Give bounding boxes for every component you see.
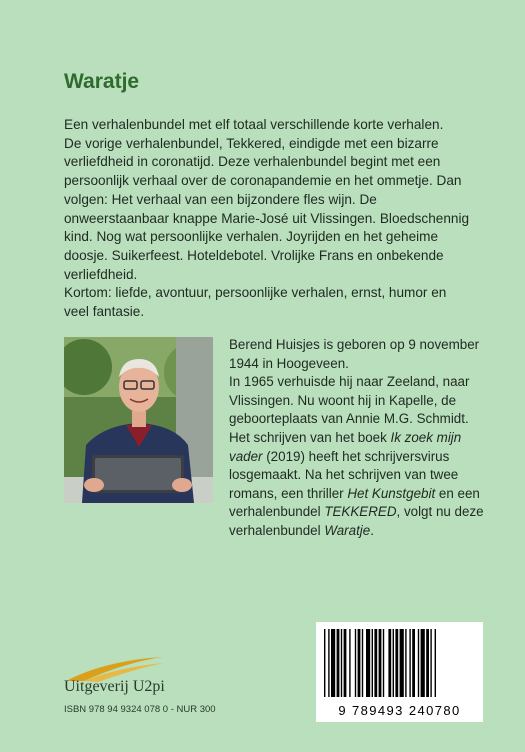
- blurb-paragraph: Kortom: liefde, avontuur, persoonlijke verhalen, ernst, humor en veel fantasie.: [64, 285, 447, 320]
- barcode-bar: [426, 629, 429, 697]
- barcode-digits: 9 789493 240780: [338, 703, 461, 718]
- barcode-bar: [393, 629, 394, 697]
- blurb-paragraph: De vorige verhalenbundel, Tekkered, eindigde met een bizarre verliefdheid in coronatijd. Deze verhalenbundel begint met een persoonlijk verhaal over de coronapandemie en het ommetje. Dan volgen: Het verhaal van een bijzondere fles wijn. De onweerstaanbaar knappe Marie-José uit Vlissingen. Bloedschennig kind. Nog wat persoonlijke verhalen. Joyrijden en het geheime doosje. Suikerfeest. Hoteldebotel. Vrolijke Frans en onbekende verliefdheid.: [64, 135, 470, 282]
- barcode-bar: [430, 629, 431, 697]
- barcode: [316, 622, 483, 722]
- barcode-bar: [412, 629, 415, 697]
- book-title-ref: Het Kunstgebit: [347, 485, 436, 501]
- author-bio-paragraph: Berend Huisjes is geboren op 9 november 1944 in Hoogeveen.: [229, 337, 480, 371]
- author-bio-paragraph: In 1965 verhuisde hij naar Zeeland, naar Vlissingen. Nu woont hij in Kapelle, de geboorteplaats van Annie M.G. Schmidt.: [229, 374, 470, 427]
- author-photo-illustration: [64, 337, 213, 503]
- barcode-bar: [358, 629, 361, 697]
- barcode-bar: [395, 629, 398, 697]
- author-bio: [229, 336, 484, 541]
- barcode-bar: [324, 629, 325, 697]
- book-title-ref: Waratje: [324, 522, 371, 538]
- barcode-bar: [355, 629, 356, 697]
- barcode-bars: [322, 629, 477, 699]
- barcode-bar: [388, 629, 391, 697]
- barcode-bar: [341, 629, 342, 697]
- blurb: [64, 116, 474, 322]
- barcode-bar: [362, 629, 363, 697]
- barcode-bar: [409, 629, 410, 697]
- publisher-name: Uitgeverij U2pi: [64, 678, 165, 695]
- barcode-bar: [379, 629, 382, 697]
- barcode-bar: [344, 629, 347, 697]
- barcode-bar: [374, 629, 377, 697]
- barcode-bar: [418, 629, 419, 697]
- barcode-bar: [366, 629, 370, 697]
- barcode-bar: [349, 629, 350, 697]
- book-title: Waratje: [64, 70, 140, 93]
- barcode-bar: [337, 629, 340, 697]
- barcode-bar: [331, 629, 335, 697]
- barcode-bar: [400, 629, 404, 697]
- blurb-paragraph: Een verhalenbundel met elf totaal verschillende korte verhalen.: [64, 117, 444, 132]
- barcode-bar: [435, 629, 436, 697]
- book-title-ref: Ik zoek mijn vader: [229, 429, 462, 464]
- author-photo: [64, 337, 213, 503]
- barcode-bar: [421, 629, 425, 697]
- barcode-bar: [405, 629, 406, 697]
- barcode-bar: [328, 629, 329, 697]
- book-title-ref: TEKKERED: [324, 504, 397, 520]
- barcode-bar: [372, 629, 373, 697]
- isbn-line: ISBN 978 94 9324 078 0 - NUR 300: [64, 704, 216, 715]
- barcode-bar: [383, 629, 384, 697]
- author-bio-paragraph: Het schrijven van het boek Ik zoek mijn vader (2019) heeft het schrijversvirus losgemaakt. Na het schrijven van twee romans, een thriller Het Kunstgebit en een verhalenbundel TEKKERED, volgt nu deze verhalenbundel Waratje.: [229, 429, 484, 538]
